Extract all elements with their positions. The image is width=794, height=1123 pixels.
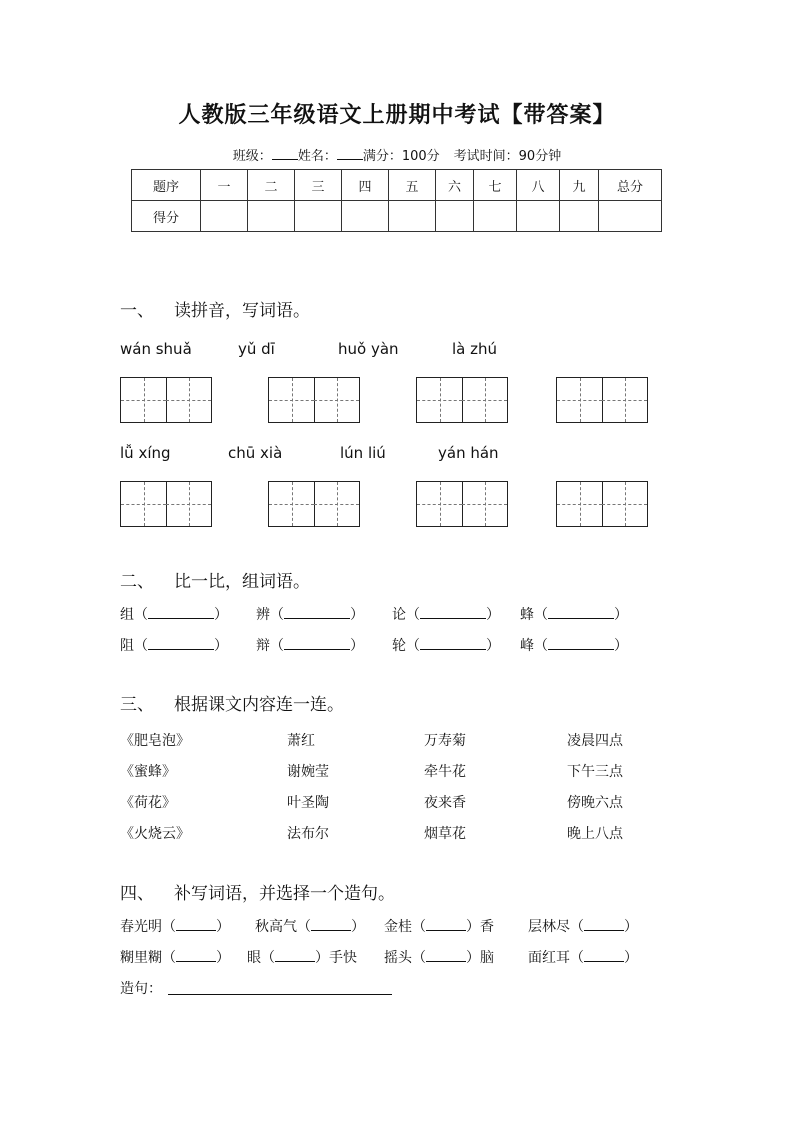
writing-grid[interactable] xyxy=(120,481,212,527)
score-cell[interactable] xyxy=(474,201,517,232)
connect-title[interactable]: 《火烧云》 xyxy=(120,826,190,842)
score-cell[interactable] xyxy=(436,201,474,232)
pinyin-word: lún liú xyxy=(340,444,386,462)
answer-blank[interactable] xyxy=(420,636,486,650)
score-header-cell: 三 xyxy=(295,170,342,201)
connect-title[interactable]: 《荷花》 xyxy=(120,795,176,811)
fill-item: 糊里糊（ ） xyxy=(120,950,230,966)
sentence-label: 造句： xyxy=(120,981,162,997)
section-2-title: 二、 比一比，组词语。 xyxy=(120,572,310,592)
connect-time[interactable]: 凌晨四点 xyxy=(567,733,623,749)
score-header-cell: 五 xyxy=(389,170,436,201)
connect-title[interactable]: 《肥皂泡》 xyxy=(120,733,190,749)
page-title: 人教版三年级语文上册期中考试【带答案】 xyxy=(178,102,616,128)
score-cell[interactable] xyxy=(560,201,599,232)
section-4-title: 四、 补写词语，并选择一个造句。 xyxy=(120,884,395,904)
connect-author[interactable]: 萧红 xyxy=(287,733,315,749)
score-cell[interactable] xyxy=(342,201,389,232)
compare-item: 峰（ ） xyxy=(520,638,628,654)
score-header-cell: 八 xyxy=(517,170,560,201)
compare-item: 蜂（ ） xyxy=(520,607,628,623)
fill-item: 层林尽（ ） xyxy=(528,919,638,935)
writing-grid[interactable] xyxy=(268,377,360,423)
pinyin-word: yán hán xyxy=(438,444,499,462)
answer-blank[interactable] xyxy=(420,605,486,619)
score-header-cell: 四 xyxy=(342,170,389,201)
answer-blank[interactable] xyxy=(148,636,214,650)
writing-grid[interactable] xyxy=(556,377,648,423)
score-row-label: 得分 xyxy=(132,201,201,232)
pinyin-word: wán shuǎ xyxy=(120,340,192,358)
answer-blank[interactable] xyxy=(284,636,350,650)
pinyin-word: yǔ dī xyxy=(238,340,275,358)
fill-item: 春光明（ ） xyxy=(120,919,230,935)
connect-author[interactable]: 谢婉莹 xyxy=(287,764,329,780)
connect-title[interactable]: 《蜜蜂》 xyxy=(120,764,176,780)
connect-flower[interactable]: 牵牛花 xyxy=(424,764,466,780)
answer-blank[interactable] xyxy=(176,948,216,962)
pinyin-word: chū xià xyxy=(228,444,283,462)
fill-item: 面红耳（ ） xyxy=(528,950,638,966)
writing-grid[interactable] xyxy=(416,481,508,527)
compare-item: 组（ ） xyxy=(120,607,228,623)
connect-flower[interactable]: 夜来香 xyxy=(424,795,466,811)
fill-item: 金桂（ ）香 xyxy=(384,919,494,935)
connect-author[interactable]: 法布尔 xyxy=(287,826,329,842)
writing-grid[interactable] xyxy=(416,377,508,423)
score-cell[interactable] xyxy=(248,201,295,232)
score-cell[interactable] xyxy=(389,201,436,232)
answer-blank[interactable] xyxy=(548,636,614,650)
score-cell[interactable] xyxy=(517,201,560,232)
pinyin-word: lǚ xíng xyxy=(120,444,171,462)
score-header-cell: 九 xyxy=(560,170,599,201)
writing-grid[interactable] xyxy=(120,377,212,423)
answer-blank[interactable] xyxy=(548,605,614,619)
score-header-cell: 六 xyxy=(436,170,474,201)
answer-blank[interactable] xyxy=(584,917,624,931)
exam-info xyxy=(0,145,794,164)
score-table xyxy=(131,169,662,232)
score-header-cell: 题序 xyxy=(132,170,201,201)
connect-flower[interactable]: 万寿菊 xyxy=(424,733,466,749)
fill-item: 摇头（ ）脑 xyxy=(384,950,494,966)
score-header-cell: 二 xyxy=(248,170,295,201)
name-label: 姓名： xyxy=(297,149,337,164)
section-3-title: 三、 根据课文内容连一连。 xyxy=(120,695,344,715)
class-label: 班级： xyxy=(232,149,272,164)
answer-blank[interactable] xyxy=(284,605,350,619)
section-1-title: 一、 读拼音，写词语。 xyxy=(120,301,310,321)
answer-blank[interactable] xyxy=(148,605,214,619)
exam-time: 考试时间：90分钟 xyxy=(453,149,562,164)
pinyin-word: là zhú xyxy=(452,340,498,358)
compare-item: 辨（ ） xyxy=(256,607,364,623)
score-cell[interactable] xyxy=(295,201,342,232)
score-header-cell: 一 xyxy=(201,170,248,201)
writing-grid[interactable] xyxy=(556,481,648,527)
score-value-row xyxy=(132,201,662,232)
answer-blank[interactable] xyxy=(275,948,315,962)
answer-blank[interactable] xyxy=(311,917,351,931)
score-header-row xyxy=(132,170,662,201)
answer-blank[interactable] xyxy=(426,948,466,962)
connect-flower[interactable]: 烟草花 xyxy=(424,826,466,842)
score-header-cell: 总分 xyxy=(599,170,662,201)
writing-grid[interactable] xyxy=(268,481,360,527)
score-header-cell: 七 xyxy=(474,170,517,201)
sentence-answer-line[interactable] xyxy=(168,994,392,995)
answer-blank[interactable] xyxy=(426,917,466,931)
class-blank[interactable] xyxy=(272,147,298,160)
compare-item: 论（ ） xyxy=(392,607,500,623)
connect-time[interactable]: 晚上八点 xyxy=(567,826,623,842)
full-score: 满分：100分 xyxy=(362,149,440,164)
connect-author[interactable]: 叶圣陶 xyxy=(287,795,329,811)
answer-blank[interactable] xyxy=(584,948,624,962)
score-cell[interactable] xyxy=(201,201,248,232)
compare-item: 辩（ ） xyxy=(256,638,364,654)
fill-item: 眼（ ）手快 xyxy=(247,950,357,966)
pinyin-word: huǒ yàn xyxy=(338,340,399,358)
connect-time[interactable]: 傍晚六点 xyxy=(567,795,623,811)
answer-blank[interactable] xyxy=(176,917,216,931)
compare-item: 轮（ ） xyxy=(392,638,500,654)
compare-item: 阻（ ） xyxy=(120,638,228,654)
connect-time[interactable]: 下午三点 xyxy=(567,764,623,780)
name-blank[interactable] xyxy=(337,147,363,160)
fill-item: 秋高气（ ） xyxy=(255,919,365,935)
score-cell[interactable] xyxy=(599,201,662,232)
